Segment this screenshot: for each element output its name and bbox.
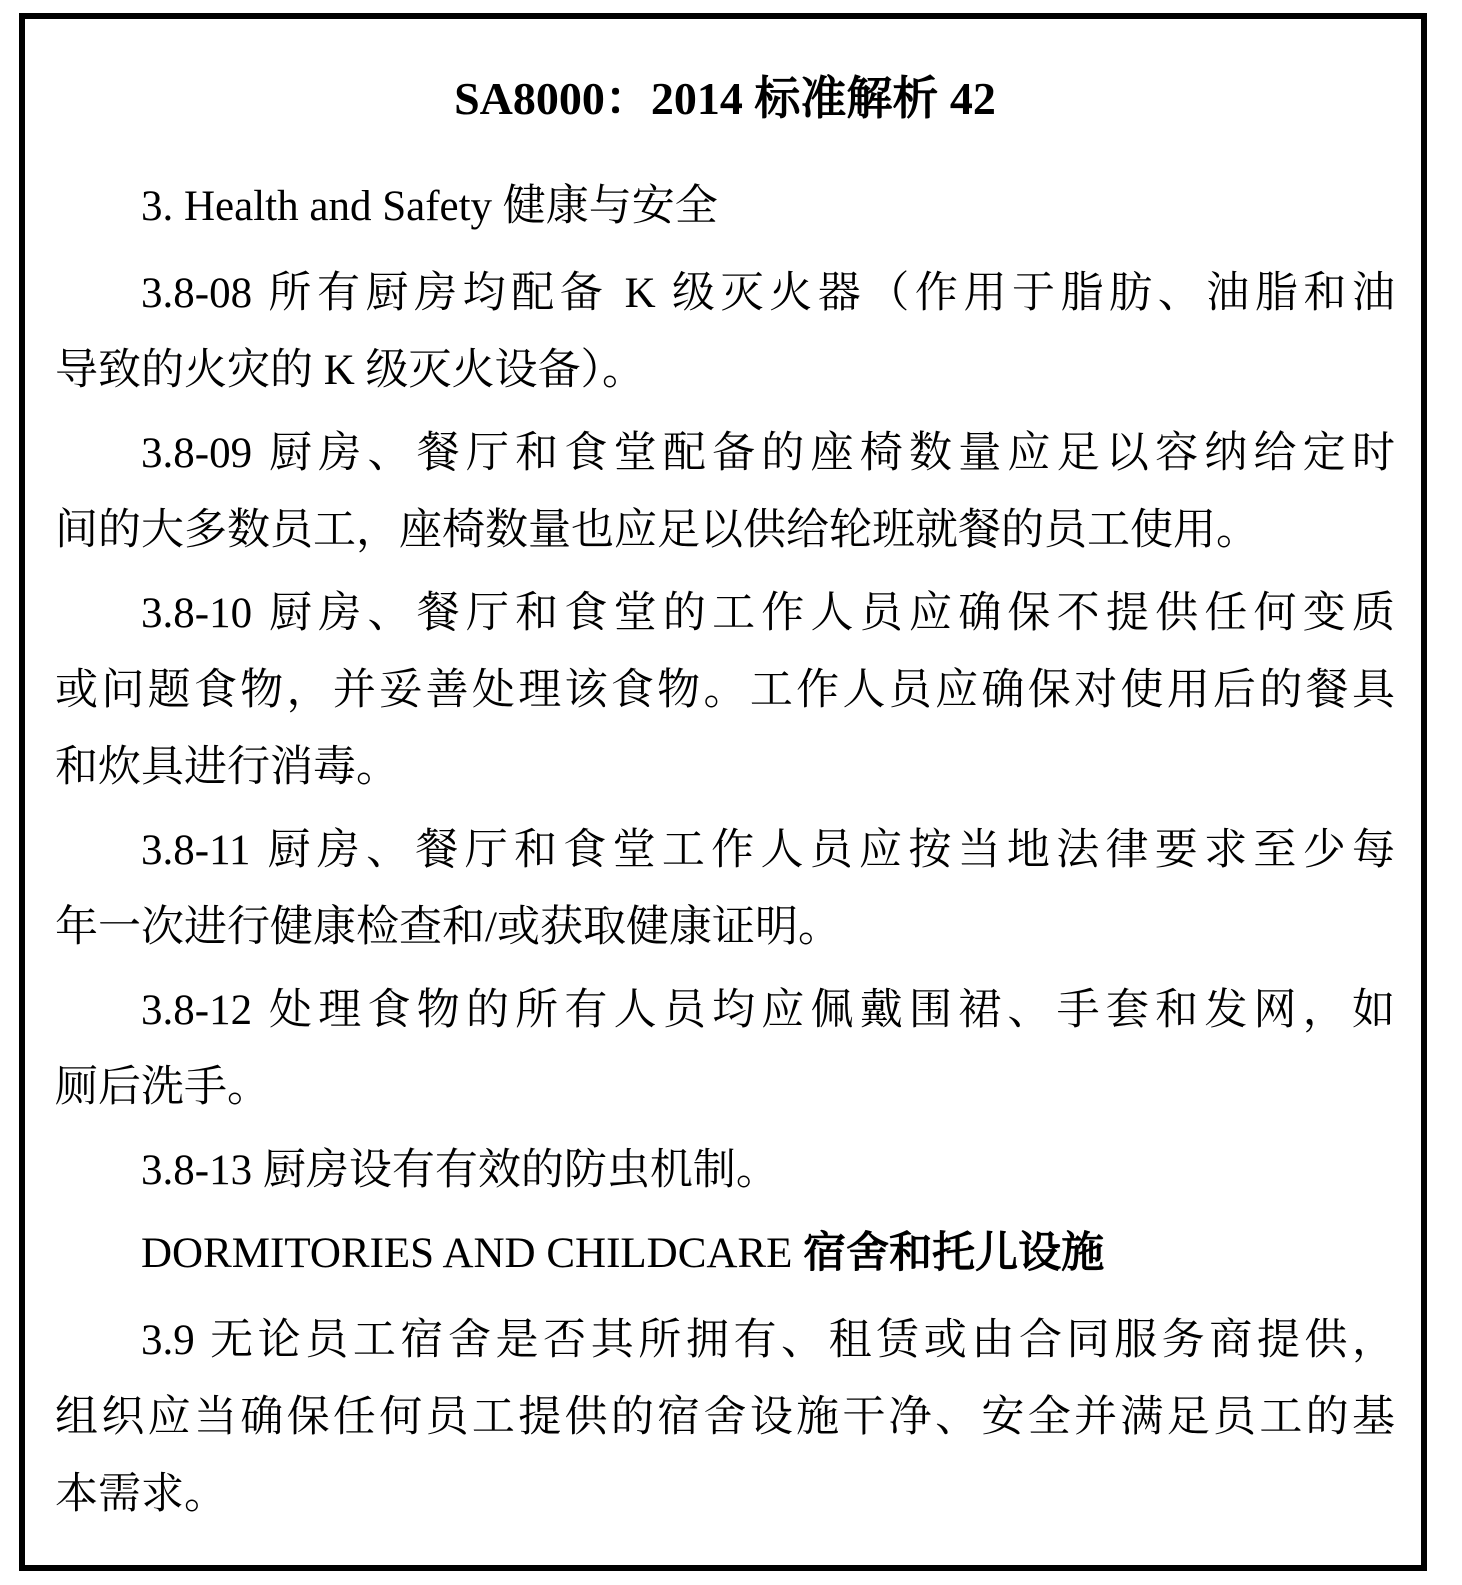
paragraph-line: 3.8-11 厨房、餐厅和食堂工作人员应按当地法律要求至少每: [141, 827, 1395, 874]
paragraph-3.8-09: [55, 415, 1395, 569]
paragraph-line: 厕后洗手。: [55, 1064, 270, 1111]
paragraph-line: 3.8-08 所有厨房均配备 K 级灭火器（作用于脂肪、油脂和油: [141, 270, 1395, 317]
paragraph-line: 3.8-10 厨房、餐厅和食堂的工作人员应确保不提供任何变质: [141, 590, 1395, 637]
paragraph-3.8-08: [55, 255, 1395, 409]
paragraph-line: 组织应当确保任何员工提供的宿舍设施干净、安全并满足员工的基: [55, 1394, 1395, 1441]
paragraph-line: 3.8-12 处理食物的所有人员均应佩戴围裙、手套和发网，如: [141, 987, 1395, 1034]
section-heading-dormitories-and-childcare: [55, 1215, 1395, 1292]
paragraph-line: 和炊具进行消毒。: [55, 744, 399, 791]
content-blocks: [55, 168, 1395, 1533]
heading-text: 3. Health and Safety 健康与安全: [141, 183, 718, 230]
paragraph-line: 3.9 无论员工宿舍是否其所拥有、租赁或由合同服务商提供，: [141, 1317, 1395, 1364]
page-content: [55, 66, 1395, 1539]
paragraph-3.8-12: [55, 972, 1395, 1126]
heading-text: 宿舍和托儿设施: [803, 1230, 1105, 1277]
paragraph-line: 导致的火灾的 K 级灭火设备）。: [55, 347, 646, 394]
paragraph-3.8-11: [55, 812, 1395, 966]
paragraph-line: 本需求。: [55, 1471, 227, 1518]
paragraph-line: 3.8-13 厨房设有有效的防虫机制。: [141, 1147, 779, 1194]
paragraph-3.8-13: [55, 1132, 1395, 1209]
heading-text: DORMITORIES AND CHILDCARE: [141, 1230, 804, 1277]
paragraph-3.8-10: [55, 575, 1395, 806]
paragraph-3.9: [55, 1302, 1395, 1533]
document-title: SA8000：2014 标准解析 42: [454, 73, 996, 124]
paragraph-line: 年一次进行健康检查和/或获取健康证明。: [55, 904, 841, 951]
paragraph-line: 3.8-09 厨房、餐厅和食堂配备的座椅数量应足以容纳给定时: [141, 430, 1395, 477]
paragraph-line: 间的大多数员工，座椅数量也应足以供给轮班就餐的员工使用。: [55, 507, 1259, 554]
paragraph-line: 或问题食物，并妥善处理该食物。工作人员应确保对使用后的餐具: [55, 667, 1395, 714]
section-heading-health-and-safety: [55, 168, 1395, 245]
